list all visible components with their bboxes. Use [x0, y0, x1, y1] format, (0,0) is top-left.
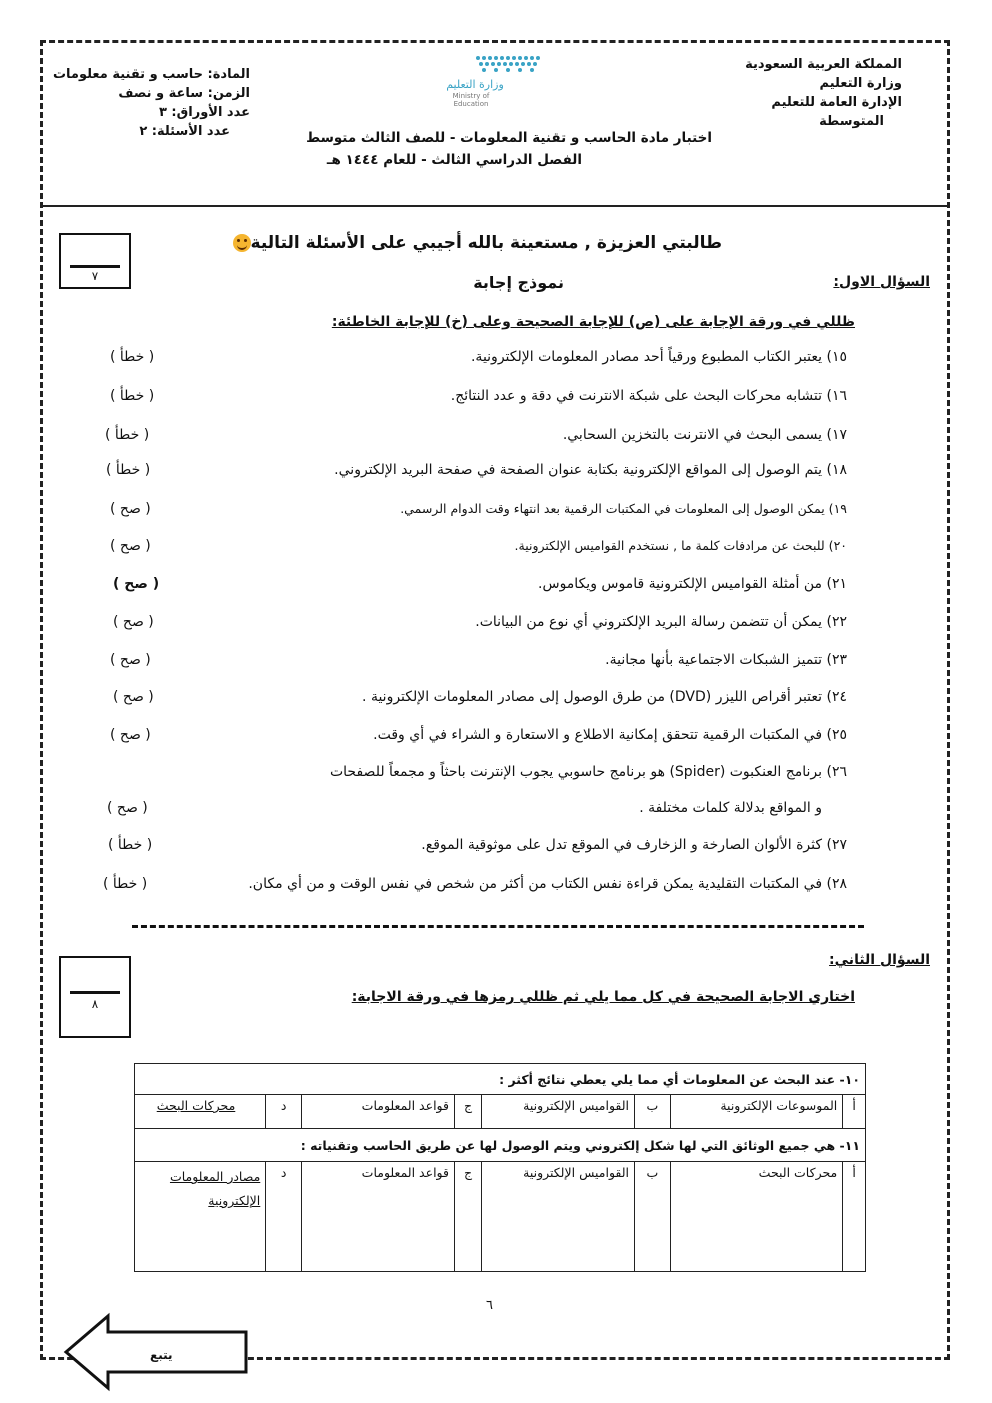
tf-answer: ( صح ): [113, 614, 154, 630]
pages-info: عدد الأوراق: ٣: [158, 105, 250, 120]
option-text: قواعد المعلومات: [302, 1162, 455, 1272]
next-label: يتبع: [150, 1348, 173, 1362]
option-text: القواميس الإلكترونية: [482, 1095, 635, 1129]
duration-info: الزمن: ساعة و نصف: [118, 86, 250, 101]
page-number: ٦: [486, 1298, 493, 1313]
tf-answer: ( خطأ ): [103, 876, 148, 892]
option-text: محركات البحث: [135, 1095, 266, 1129]
option-text: الموسوعات الإلكترونية: [670, 1095, 842, 1129]
section-separator: [132, 925, 864, 928]
option-text: القواميس الإلكترونية: [482, 1162, 635, 1272]
tf-item: ٢٤) تعتبر أقراص الليزر (DVD) من طرق الوصول إلى مصادر المعلومات الإلكترونية .: [362, 689, 847, 705]
tf-answer: ( صح ): [110, 501, 151, 517]
option-letter: ج: [454, 1162, 481, 1272]
tf-item: ١٨) يتم الوصول إلى المواقع الإلكترونية بكتابة عنوان الصفحة في صفحة البريد الإلكتروني.: [334, 462, 847, 478]
option-text: قواعد المعلومات: [302, 1095, 455, 1129]
subject-info: المادة: حاسب و تقنية معلومات: [52, 67, 250, 82]
school-info: [745, 55, 902, 131]
option-letter: أ: [843, 1162, 866, 1272]
mcq-table: [134, 1063, 866, 1272]
option-letter: ب: [635, 1095, 671, 1129]
option-letter: د: [266, 1095, 302, 1129]
tf-answer: ( خطأ ): [110, 388, 155, 404]
score-value: ٧: [91, 269, 99, 283]
tf-item: ١٦) تتشابه محركات البحث على شبكة الانترنت في دقة و عدد النتائج.: [450, 388, 847, 404]
greeting-text: طالبتي العزيزة , مستعينة بالله أجيبي على الأسئلة التالية: [250, 233, 722, 253]
directorate-name: الإدارة العامة للتعليم: [771, 95, 902, 110]
question1-instruction: ظللي في ورقة الإجابة على (ص) للإجابة الصحيحة وعلى (خ) للإجابة الخاطئة:: [331, 314, 855, 330]
question2-instruction: اختاري الاجابة الصحيحة في كل مما يلي ثم ظللي رمزها في ورقة الاجابة:: [351, 989, 855, 1005]
tf-item-continued: و المواقع بدلالة كلمات مختلفة .: [639, 800, 822, 816]
option-letter: ب: [635, 1162, 671, 1272]
tf-answer: ( صح ): [107, 800, 148, 816]
tf-item: ١٧) يسمى البحث في الانترنت بالتخزين السحابي.: [562, 427, 847, 443]
tf-item: ٢١) من أمثلة القواميس الإلكترونية قاموس ويكاموس.: [538, 576, 847, 592]
score-line: [70, 991, 120, 994]
tf-item: ٢٥) في المكتبات الرقمية تتحقق إمكانية الاطلاع و الاستعارة و الشراء في أي وقت.: [373, 727, 847, 743]
logo-text: وزارة التعليم: [446, 78, 504, 91]
questions-info: عدد الأسئلة: ٢: [139, 124, 230, 139]
mcq-stem: ١٠- عند البحث عن المعلومات أي مما يلي يعطي نتائج أكثر :: [135, 1064, 866, 1095]
tf-item: ٢٠) للبحث عن مرادفات كلمة ما , نستخدم القواميس الإلكترونية.: [514, 538, 847, 553]
tf-answer: ( خطأ ): [110, 349, 155, 365]
question2-label: السؤال الثاني:: [829, 952, 930, 968]
school-level: المتوسطة: [819, 114, 884, 129]
tf-answer: ( صح ): [110, 538, 151, 554]
tf-answer: ( خطأ ): [105, 427, 150, 443]
answer-key-title: نموذج إجابة: [473, 273, 564, 292]
mcq-stem: ١١- هي جميع الوثائق التي لها شكل إلكتروني ويتم الوصول لها عن طريق الحاسب وتقنياته :: [135, 1129, 866, 1162]
tf-item: ٢٦) برنامج العنكبوت (Spider) هو برنامج حاسوبي يجوب الإنترنت باحثاً و مجمعاً للصفحات: [329, 764, 847, 780]
exam-info: [53, 65, 250, 141]
logo-subtext: Ministry of Education: [452, 92, 490, 108]
tf-item: ٢٣) تتميز الشبكات الاجتماعية بأنها مجانية.: [605, 652, 847, 668]
header-divider: [42, 205, 948, 207]
tf-answer: ( خطأ ): [108, 837, 153, 853]
greeting: [227, 233, 722, 253]
tf-item: ١٥) يعتبر الكتاب المطبوع ورقياً أحد مصادر المعلومات الإلكترونية.: [470, 349, 847, 365]
score-line: [70, 265, 120, 268]
tf-answer: ( صح ): [110, 652, 151, 668]
option-letter: ج: [454, 1095, 481, 1129]
ministry-name: وزارة التعليم: [819, 76, 902, 91]
score-value: ٨: [91, 997, 99, 1011]
tf-item: ١٩) يمكن الوصول إلى المعلومات في المكتبات الرقمية بعد انتهاء وقت الدوام الرسمي.: [400, 501, 847, 516]
smiley-icon: [233, 234, 251, 252]
tf-answer: ( صح ): [110, 727, 151, 743]
exam-term: الفصل الدراسي الثالث - للعام ١٤٤٤ هـ: [326, 152, 582, 168]
exam-title: اختبار مادة الحاسب و تقنية المعلومات - للصف الثالث متوسط: [306, 130, 712, 146]
tf-answer: ( خطأ ): [106, 462, 151, 478]
tf-item: ٢٧) كثرة الألوان الصارخة و الزخارف في الموقع تدل على موثوقية الموقع.: [421, 837, 847, 853]
tf-answer: ( صح ): [113, 576, 160, 592]
option-letter: أ: [843, 1095, 866, 1129]
country-name: المملكة العربية السعودية: [745, 57, 902, 72]
score-box-q1: [59, 233, 131, 289]
option-letter: د: [266, 1162, 302, 1272]
option-text: محركات البحث: [670, 1162, 842, 1272]
ministry-logo-icon: [474, 52, 546, 78]
tf-answer: ( صح ): [113, 689, 154, 705]
score-box-q2: [59, 956, 131, 1038]
tf-item: ٢٨) في المكتبات التقليدية يمكن قراءة نفس الكتاب من أكثر من شخص في نفس الوقت و من أي مكان.: [248, 876, 847, 892]
option-text: مصادر المعلومات الإلكترونية: [135, 1162, 266, 1272]
tf-item: ٢٢) يمكن أن تتضمن رسالة البريد الإلكتروني أي نوع من البيانات.: [475, 614, 847, 630]
question1-label: السؤال الاول:: [833, 274, 930, 290]
